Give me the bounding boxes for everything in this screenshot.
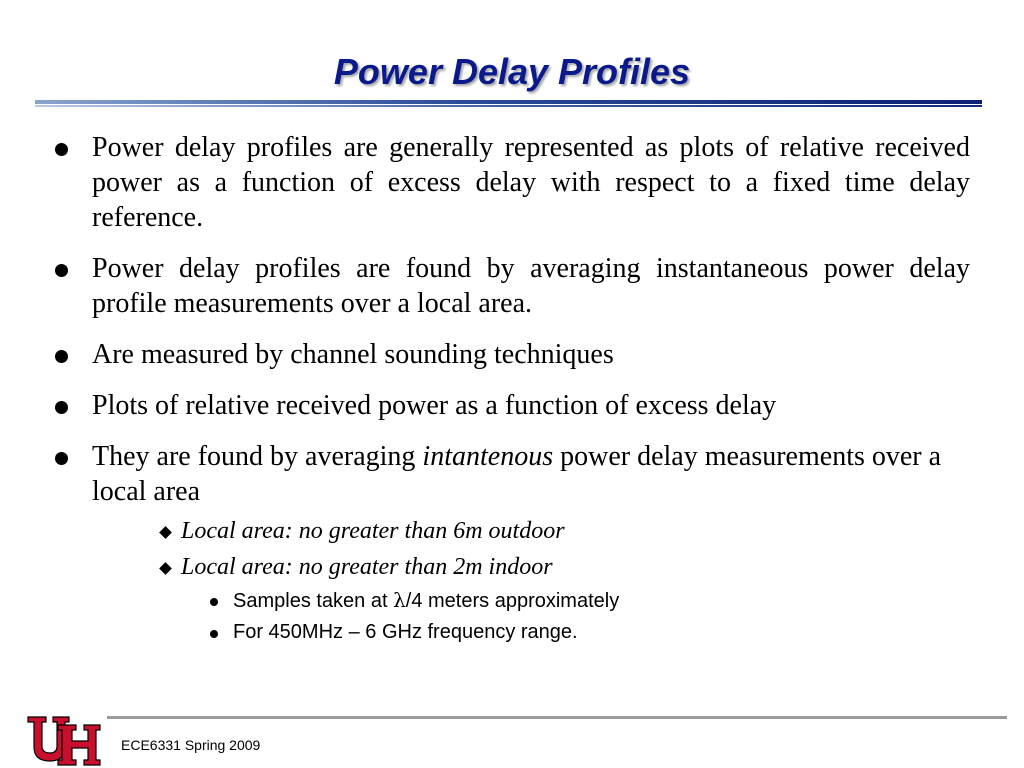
sub-sub-bullet-text: For 450MHz – 6 GHz frequency range. xyxy=(233,621,578,643)
bullet-item xyxy=(55,337,970,372)
small-dot-bullet-icon xyxy=(210,598,218,606)
bullet-text: Are measured by channel sounding techniques xyxy=(92,339,614,370)
sub-bullet-text: Local area: no greater than 6m outdoor xyxy=(181,518,565,544)
bullet-text-after: power delay measurements over a local area xyxy=(92,441,942,507)
bullet-text: Power delay profiles are found by averaging instantaneous power delay profile measurements over a local area. xyxy=(92,253,970,319)
uh-logo xyxy=(24,713,102,768)
small-dot-bullet-icon xyxy=(210,630,218,638)
sub-sub-bullet-text-before: Samples taken at xyxy=(233,590,394,612)
bullet-dot-icon xyxy=(55,143,68,156)
bullet-text: Plots of relative received power as a function of excess delay xyxy=(92,390,777,421)
bullet-text-before: They are found by averaging xyxy=(92,441,423,472)
bullet-dot-icon xyxy=(55,350,68,363)
sub-sub-bullet-item xyxy=(233,617,970,648)
bullet-text: Power delay profiles are generally represented as plots of relative received power as a function of excess delay with respect to a fixed time delay reference. xyxy=(92,132,970,233)
diamond-bullet-icon xyxy=(159,526,172,539)
bullet-dot-icon xyxy=(55,264,68,277)
footer-divider xyxy=(107,716,1007,719)
sub-sub-bullet-item xyxy=(233,585,970,617)
bullet-item xyxy=(55,251,970,321)
lambda-symbol: λ xyxy=(393,588,406,612)
bullet-item xyxy=(55,130,970,235)
bullet-text-italic: intantenous xyxy=(422,441,554,472)
bullet-item xyxy=(55,388,970,423)
sub-sub-bullet-text-after: /4 meters approximately xyxy=(405,590,620,612)
bullet-dot-icon xyxy=(55,401,68,414)
uh-logo-mark xyxy=(28,717,100,765)
footer-course-label: ECE6331 Spring 2009 xyxy=(121,737,261,753)
title-divider xyxy=(35,100,982,108)
slide-content xyxy=(55,130,970,648)
title-divider-bar-top xyxy=(35,100,982,104)
slide-title: Power Delay Profiles xyxy=(333,51,691,92)
bullet-dot-icon xyxy=(55,452,68,465)
diamond-bullet-icon xyxy=(159,562,172,575)
bullet-item xyxy=(55,439,970,509)
sub-bullet-item xyxy=(181,549,970,585)
sub-bullet-item xyxy=(181,513,970,549)
sub-bullet-text: Local area: no greater than 2m indoor xyxy=(181,554,553,580)
title-divider-bar-bottom xyxy=(35,105,982,107)
